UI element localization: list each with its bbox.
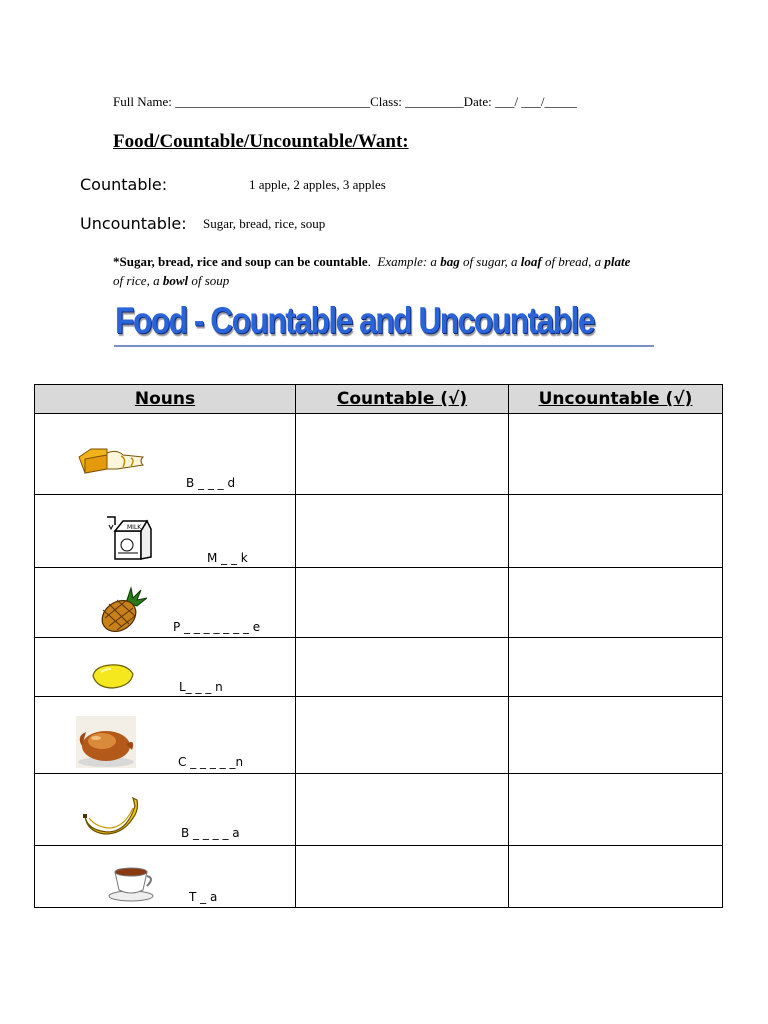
hint-lemon: L_ _ _ n [179, 680, 223, 694]
hint-tea: T _ a [189, 890, 218, 904]
noun-cell-chicken [35, 697, 296, 774]
wordart-banner: Food - Countable and Uncountable [115, 300, 594, 341]
worksheet-title: Food/Countable/Uncountable/Want: [113, 131, 409, 152]
banner-underline [114, 345, 654, 347]
table-row [35, 697, 723, 774]
table-row [35, 414, 723, 495]
hint-milk: M _ _ k [207, 551, 248, 565]
table-row [35, 495, 723, 568]
noun-cell-tea [35, 846, 296, 908]
countable-cell[interactable] [296, 846, 509, 908]
uncountable-cell[interactable] [509, 414, 723, 495]
uncountable-cell[interactable] [509, 568, 723, 638]
noun-cell-pineapple [35, 568, 296, 638]
countable-cell[interactable] [296, 414, 509, 495]
countable-cell[interactable] [296, 495, 509, 568]
pineapple-icon [97, 586, 147, 637]
countable-cell[interactable] [296, 638, 509, 697]
uncountable-cell[interactable] [509, 846, 723, 908]
countable-term: Countable: [80, 175, 168, 194]
countable-example: 1 apple, 2 apples, 3 apples [249, 177, 386, 192]
chicken-icon [76, 716, 136, 773]
countable-note: *Sugar, bread, rice and soup can be countable. Example: a bag of sugar, a loaf of bread, a plate of rice, a bowl of soup [113, 254, 631, 288]
uncountable-cell[interactable] [509, 495, 723, 568]
noun-cell-lemon [35, 638, 296, 697]
nouns-table [34, 384, 723, 908]
uncountable-term: Uncountable: [80, 214, 187, 233]
bread-icon [77, 447, 145, 482]
uncountable-example: Sugar, bread, rice, soup [203, 216, 326, 231]
noun-cell-milk [35, 495, 296, 568]
table-row [35, 568, 723, 638]
teacup-icon [107, 866, 155, 907]
hint-chicken: C _ _ _ _ _n [178, 755, 244, 769]
banana-icon [83, 796, 139, 841]
countable-cell[interactable] [296, 774, 509, 846]
uncountable-cell[interactable] [509, 697, 723, 774]
table-row [35, 638, 723, 697]
fullname-class-date-line: Full Name: ______________________________Class: _________Date: ___/ ___/_____ [113, 94, 578, 109]
hint-bread: B _ _ _ d [186, 476, 236, 490]
hint-pineapple: P _ _ _ _ _ _ _ e [173, 620, 261, 634]
milk-carton-icon [105, 513, 157, 568]
note-example: Example: a bag of sugar, a loaf of bread, a plate of rice, a bowl of soup [113, 254, 631, 288]
table-row [35, 774, 723, 846]
table-row [35, 846, 723, 908]
countable-cell[interactable] [296, 568, 509, 638]
hint-banana: B _ _ _ _ a [181, 826, 240, 840]
uncountable-cell[interactable] [509, 638, 723, 697]
uncountable-cell[interactable] [509, 774, 723, 846]
header-countable: Countable (√) [296, 385, 509, 414]
noun-cell-bread [35, 414, 296, 495]
svg-text:MILK: MILK [127, 524, 142, 531]
header-nouns: Nouns [35, 385, 296, 414]
table-header-row [35, 385, 723, 414]
header-uncountable: Uncountable (√) [509, 385, 723, 414]
note-bold: *Sugar, bread, rice and soup can be countable [113, 254, 368, 269]
noun-cell-banana [35, 774, 296, 846]
countable-cell[interactable] [296, 697, 509, 774]
lemon-icon [91, 662, 135, 695]
